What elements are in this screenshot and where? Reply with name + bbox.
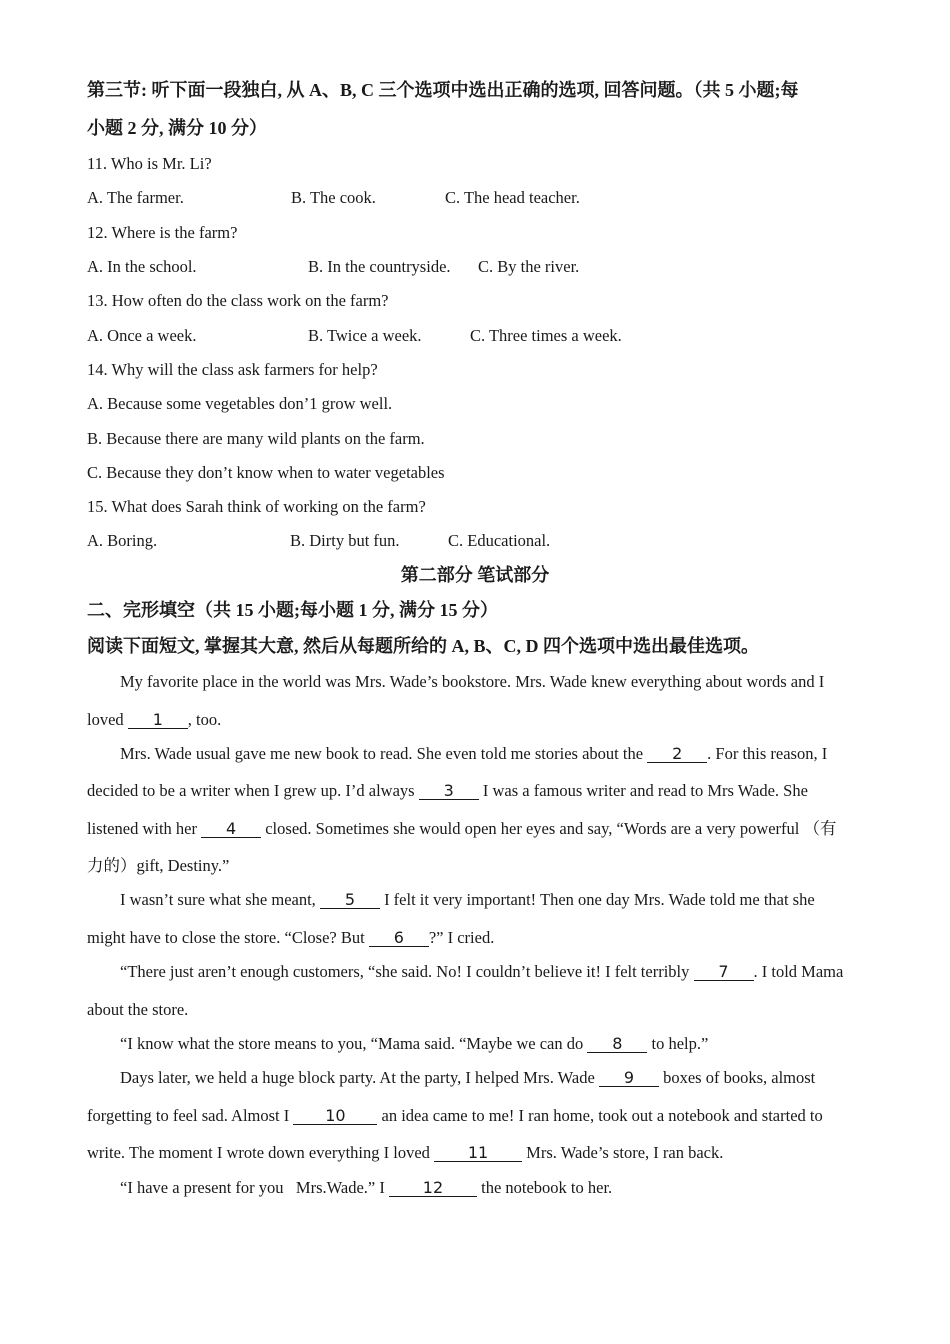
passage-line — [120, 1068, 815, 1088]
question-11: 11. Who is Mr. Li? — [87, 154, 212, 173]
q11-option-b: B. The cook. — [291, 188, 376, 207]
q15-option-b: B. Dirty but fun. — [290, 531, 400, 550]
passage-line: about the store. — [87, 1000, 189, 1019]
blank-9: 9 — [599, 1070, 659, 1087]
q15-option-c: C. Educational. — [448, 531, 551, 550]
passage-text: listened with her — [87, 819, 202, 838]
blank-1: 1 — [128, 712, 188, 729]
passage-line: My favorite place in the world was Mrs. Wade’s bookstore. Mrs. Wade knew everything about words and I — [120, 672, 825, 691]
passage-line — [87, 781, 808, 801]
passage-line — [120, 744, 827, 764]
passage-line — [87, 819, 837, 839]
passage-line — [120, 962, 843, 982]
passage-text: “There just aren’t enough customers, “she said. No! I couldn’t believe it! I felt terribly — [120, 962, 694, 981]
passage-text: the notebook to her. — [476, 1178, 613, 1197]
passage-line — [87, 928, 494, 948]
cloze-heading: 二、完形填空（共 15 小题;每小题 1 分, 满分 15 分） — [87, 600, 498, 620]
section-heading-line1: 第三节: 听下面一段独白, 从 A、B, C 三个选项中选出正确的选项, 回答问题。（共 5 小题;每 — [87, 80, 799, 100]
passage-text: “I have a present for you Mrs.Wade.” I — [120, 1178, 389, 1197]
q13-option-b: B. Twice a week. — [308, 326, 422, 345]
passage-line — [120, 1034, 708, 1054]
passage-line — [87, 1143, 723, 1163]
q15-option-a: A. Boring. — [87, 531, 158, 550]
question-15: 15. What does Sarah think of working on the farm? — [87, 497, 426, 516]
passage-text: boxes of books, almost — [658, 1068, 816, 1087]
q13-option-a: A. Once a week. — [87, 326, 197, 345]
blank-4: 4 — [201, 821, 261, 838]
blank-7: 7 — [694, 964, 754, 981]
q14-option-a: A. Because some vegetables don’1 grow well. — [87, 394, 393, 413]
blank-12: 12 — [389, 1180, 477, 1197]
cloze-instruction: 阅读下面短文, 掌握其大意, 然后从每题所给的 A, B、C, D 四个选项中选出最佳选项。 — [87, 636, 759, 656]
passage-text: ?” I cried. — [428, 928, 495, 947]
blank-10: 10 — [293, 1108, 377, 1125]
passage-text: Mrs. Wade’s store, I ran back. — [522, 1143, 724, 1162]
passage-text: loved — [87, 710, 128, 729]
q13-option-c: C. Three times a week. — [470, 326, 622, 345]
passage-text: . For this reason, I — [707, 744, 828, 763]
question-14: 14. Why will the class ask farmers for help? — [87, 360, 378, 379]
blank-6: 6 — [369, 930, 429, 947]
q14-option-c: C. Because they don’t know when to water vegetables — [87, 463, 445, 482]
part-two-title: 第二部分 笔试部分 — [400, 565, 550, 585]
passage-line — [120, 890, 815, 910]
q12-option-b: B. In the countryside. — [308, 257, 451, 276]
passage-line — [120, 1178, 612, 1198]
passage-line — [87, 710, 221, 730]
q11-option-c: C. The head teacher. — [445, 188, 580, 207]
question-12: 12. Where is the farm? — [87, 223, 238, 242]
blank-3: 3 — [419, 783, 479, 800]
passage-text: might have to close the store. “Close? But — [87, 928, 369, 947]
passage-text: an idea came to me! I ran home, took out a notebook and started to — [377, 1106, 823, 1125]
passage-text: I felt it very important! Then one day Mrs. Wade told me that she — [379, 890, 815, 909]
blank-11: 11 — [434, 1145, 522, 1162]
question-13: 13. How often do the class work on the farm? — [87, 291, 389, 310]
passage-text: I wasn’t sure what she meant, — [120, 890, 320, 909]
q11-option-a: A. The farmer. — [87, 188, 184, 207]
passage-line: 力的）gift, Destiny.” — [87, 856, 230, 875]
passage-text: . I told Mama — [753, 962, 844, 981]
blank-2: 2 — [647, 746, 707, 763]
passage-text: forgetting to feel sad. Almost I — [87, 1106, 294, 1125]
passage-line — [87, 1106, 823, 1126]
passage-text: closed. Sometimes she would open her eyes and say, “Words are a very powerful （有 — [261, 819, 837, 838]
q12-option-c: C. By the river. — [478, 257, 580, 276]
passage-text: to help.” — [647, 1034, 709, 1053]
blank-8: 8 — [587, 1036, 647, 1053]
passage-text: , too. — [187, 710, 222, 729]
passage-text: decided to be a writer when I grew up. I’d always — [87, 781, 419, 800]
passage-text: I was a famous writer and read to Mrs Wade. She — [478, 781, 808, 800]
passage-text: “I know what the store means to you, “Mama said. “Maybe we can do — [120, 1034, 588, 1053]
q14-option-b: B. Because there are many wild plants on the farm. — [87, 429, 425, 448]
blank-5: 5 — [320, 892, 380, 909]
passage-text: write. The moment I wrote down everything I loved — [87, 1143, 435, 1162]
section-heading-line2: 小题 2 分, 满分 10 分） — [87, 118, 267, 138]
passage-text: Days later, we held a huge block party. At the party, I helped Mrs. Wade — [120, 1068, 599, 1087]
passage-text: Mrs. Wade usual gave me new book to read. She even told me stories about the — [120, 744, 648, 763]
q12-option-a: A. In the school. — [87, 257, 197, 276]
